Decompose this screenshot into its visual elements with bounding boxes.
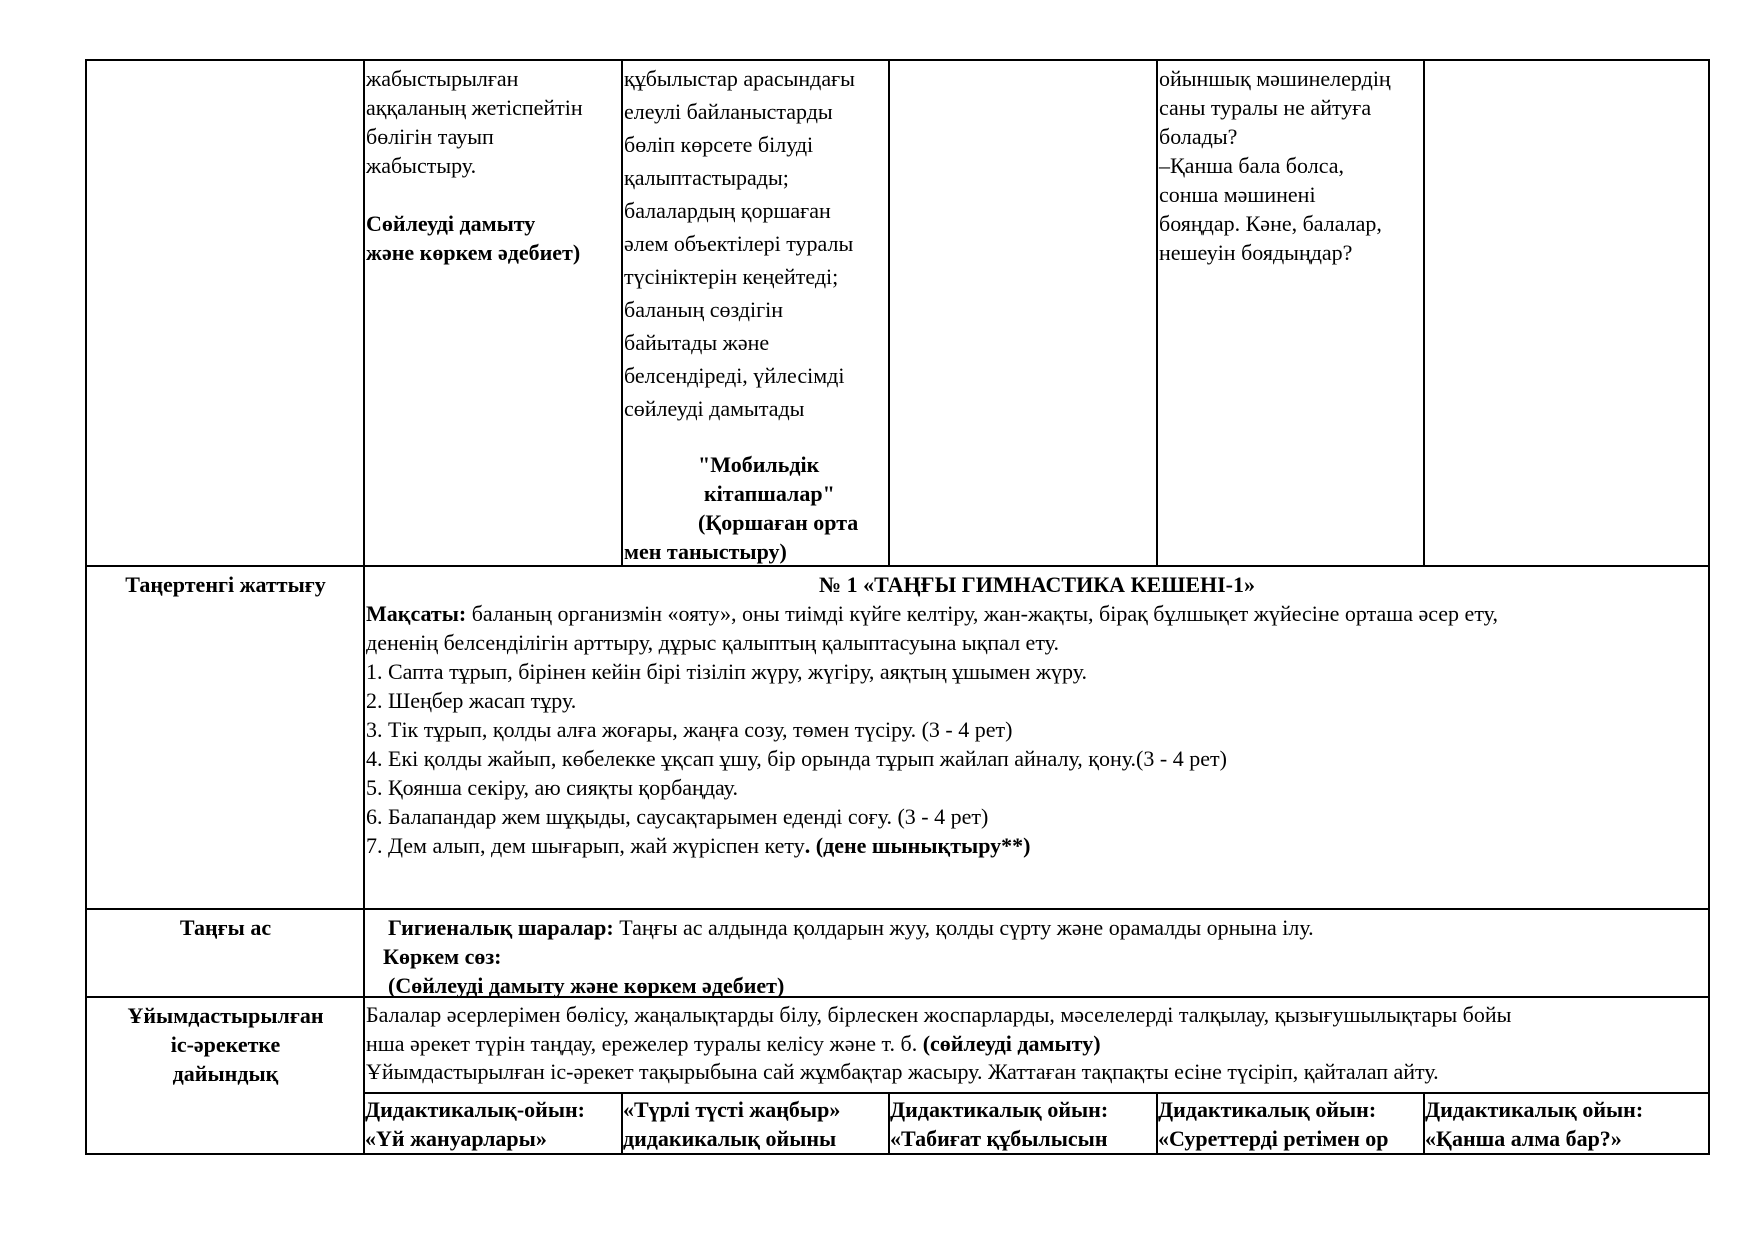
row-divider xyxy=(364,1092,1710,1094)
hygiene-label: Гигиеналық шаралар: xyxy=(388,915,614,940)
cell-bold-text: (Қоршаған орта xyxy=(698,510,859,535)
game-title: дидакикалық ойыны xyxy=(623,1126,837,1151)
row-divider xyxy=(86,908,1710,910)
cell-text: болады? xyxy=(1159,124,1238,149)
row-label-exercise: Таңертенгі жаттығу xyxy=(125,572,326,597)
cell-text: саны туралы не айтуға xyxy=(1159,95,1372,120)
prep-text: нша әрекет түрін таңдау, ережелер туралы келісу және т. б. xyxy=(366,1030,923,1056)
exercise-goal xyxy=(366,599,1498,860)
label-line: Ұйымдастырылған xyxy=(127,1003,324,1028)
game-heading: Дидактикалық ойын: xyxy=(890,1097,1109,1122)
exercise-title: № 1 «ТАҢҒЫ ГИМНАСТИКА КЕШЕНІ-1» xyxy=(818,572,1256,597)
table-border-left xyxy=(85,59,87,1155)
exercise-step: 2. Шеңбер жасап тұру. xyxy=(366,688,577,713)
prep-text: Ұйымдастырылған іс-әрекет тақырыбына сай жұмбақтар жасыру. Жаттаған тақпақты есіне түсіріп, қайталап айту. xyxy=(366,1059,1439,1085)
cell-bold-text: Сөйлеуді дамыту xyxy=(366,211,536,236)
game-title: «Үй жануарлары» xyxy=(365,1126,547,1151)
cell-text: ойыншық мәшинелердің xyxy=(1159,66,1391,91)
column-divider xyxy=(888,59,890,566)
game-heading: «Түрлі түсті жаңбыр» xyxy=(623,1097,841,1122)
cell-text: құбылыстар арасындағы xyxy=(624,66,855,91)
prep-area: (сөйлеуді дамыту) xyxy=(922,1030,1101,1056)
breakfast-area: (Сөйлеуді дамыту және көркем әдебиет) xyxy=(388,973,785,998)
exercise-step: 6. Балапандар жем шұқыды, саусақтарымен еденді соғу. (3 - 4 рет) xyxy=(366,804,989,829)
game-cell-5 xyxy=(1425,1095,1707,1153)
top-cell-col5 xyxy=(1159,64,1391,267)
cell-text: сонша мәшинені xyxy=(1159,182,1316,207)
exercise-area: . (дене шынықтыру**) xyxy=(804,833,1031,858)
table-border-top xyxy=(86,59,1710,61)
cell-text: –Қанша бала болса, xyxy=(1159,153,1344,178)
top-cell-col3-bold xyxy=(624,450,858,566)
row-label-preparation xyxy=(88,1001,363,1088)
top-cell-col2 xyxy=(366,64,583,267)
cell-text: нешеуін боядыңдар? xyxy=(1159,240,1353,265)
cell-text: бояңдар. Кәне, балалар, xyxy=(1159,211,1382,236)
exercise-step: 4. Екі қолды жайып, көбелекке ұқсап ұшу, бір орында тұрып жайлап айналу, қону.(3 - 4 рет) xyxy=(366,746,1227,771)
game-title: «Табиғат құбылысын xyxy=(890,1126,1108,1151)
cell-text: балалардың қоршаған xyxy=(624,198,831,223)
cell-text: бөлігін тауып xyxy=(366,124,494,149)
game-heading: Дидактикалық-ойын: xyxy=(365,1097,586,1122)
cell-bold-text: "Мобильдік xyxy=(698,452,820,477)
game-cell-3 xyxy=(890,1095,1155,1153)
cell-text: байытады және xyxy=(624,330,770,355)
exercise-step: 1. Сапта тұрып, бірінен кейін бірі тізіліп жүру, жүгіру, аяқтың ұшымен жүру. xyxy=(366,659,1088,684)
cell-text: жабыстыру. xyxy=(366,153,477,178)
exercise-step: 3. Тік тұрып, қолды алға жоғары, жаңға созу, төмен түсіру. (3 - 4 рет) xyxy=(366,717,1013,742)
cell-text: түсініктерін кеңейтеді; xyxy=(624,264,839,289)
cell-text: қалыптастырады; xyxy=(624,165,789,190)
cell-text: елеулі байланыстарды xyxy=(624,99,833,124)
table-border-bottom xyxy=(86,1153,1710,1155)
column-divider xyxy=(1423,59,1425,566)
game-cell-4 xyxy=(1158,1095,1422,1153)
cell-text: аққаланың жетіспейтін xyxy=(366,95,583,120)
label-line: іс-әрекетке xyxy=(170,1032,281,1057)
cell-bold-text: және көркем әдебиет) xyxy=(366,240,581,265)
exercise-step: 5. Қоянша секіру, аю сияқты қорбаңдау. xyxy=(366,775,738,800)
cell-text: баланың сөздігін xyxy=(624,297,783,322)
art-word-label: Көркем сөз: xyxy=(383,944,502,969)
breakfast-content xyxy=(366,913,1314,1000)
exercise-step: 7. Дем алып, дем шығарып, жай жүріспен кету xyxy=(366,833,805,858)
cell-text: бөліп көрсете білуді xyxy=(624,132,814,157)
label-line: дайындық xyxy=(172,1061,279,1086)
goal-text: баланың организмін «ояту», оны тиімді күйге келтіру, жан-жақты, бірақ бұлшықет жүйесіне орташа әсер ету, xyxy=(466,601,1498,626)
game-cell-1 xyxy=(365,1095,620,1153)
row-label-breakfast: Таңғы ас xyxy=(179,915,272,940)
goal-label: Мақсаты: xyxy=(366,601,467,626)
game-heading: Дидактикалық ойын: xyxy=(1158,1097,1377,1122)
goal-text: дененің белсенділігін арттыру, дұрыс қалыптың қалыптасуына ықпал ету. xyxy=(366,630,1059,655)
game-heading: Дидактикалық ойын: xyxy=(1425,1097,1644,1122)
hygiene-text: Таңғы ас алдында қолдарын жуу, қолды сүрту және орамалды орнына ілу. xyxy=(613,915,1314,940)
row-divider xyxy=(86,565,1710,567)
cell-text: белсендіреді, үйлесімді xyxy=(624,363,845,388)
top-cell-col3 xyxy=(624,62,855,425)
column-divider xyxy=(621,59,623,566)
game-title: «Суреттерді ретімен ор xyxy=(1158,1126,1389,1151)
cell-text: жабыстырылған xyxy=(366,66,519,91)
column-divider xyxy=(1156,59,1158,566)
preparation-content xyxy=(366,1001,1511,1087)
prep-text: Балалар әсерлерімен бөлісу, жаңалықтарды білу, бірлескен жоспарларды, мәселелерді талқылау, қызығушылықтары бойы xyxy=(366,1002,1512,1027)
cell-bold-text: мен таныстыру) xyxy=(624,539,787,564)
column-divider xyxy=(363,59,365,1155)
game-title: «Қанша алма бар?» xyxy=(1425,1126,1622,1151)
table-border-right xyxy=(1708,59,1710,1155)
game-cell-2 xyxy=(623,1095,887,1153)
cell-bold-text: кітапшалар" xyxy=(704,481,835,506)
cell-text: сөйлеуді дамытады xyxy=(624,396,805,421)
cell-text: әлем объектілері туралы xyxy=(624,231,854,256)
